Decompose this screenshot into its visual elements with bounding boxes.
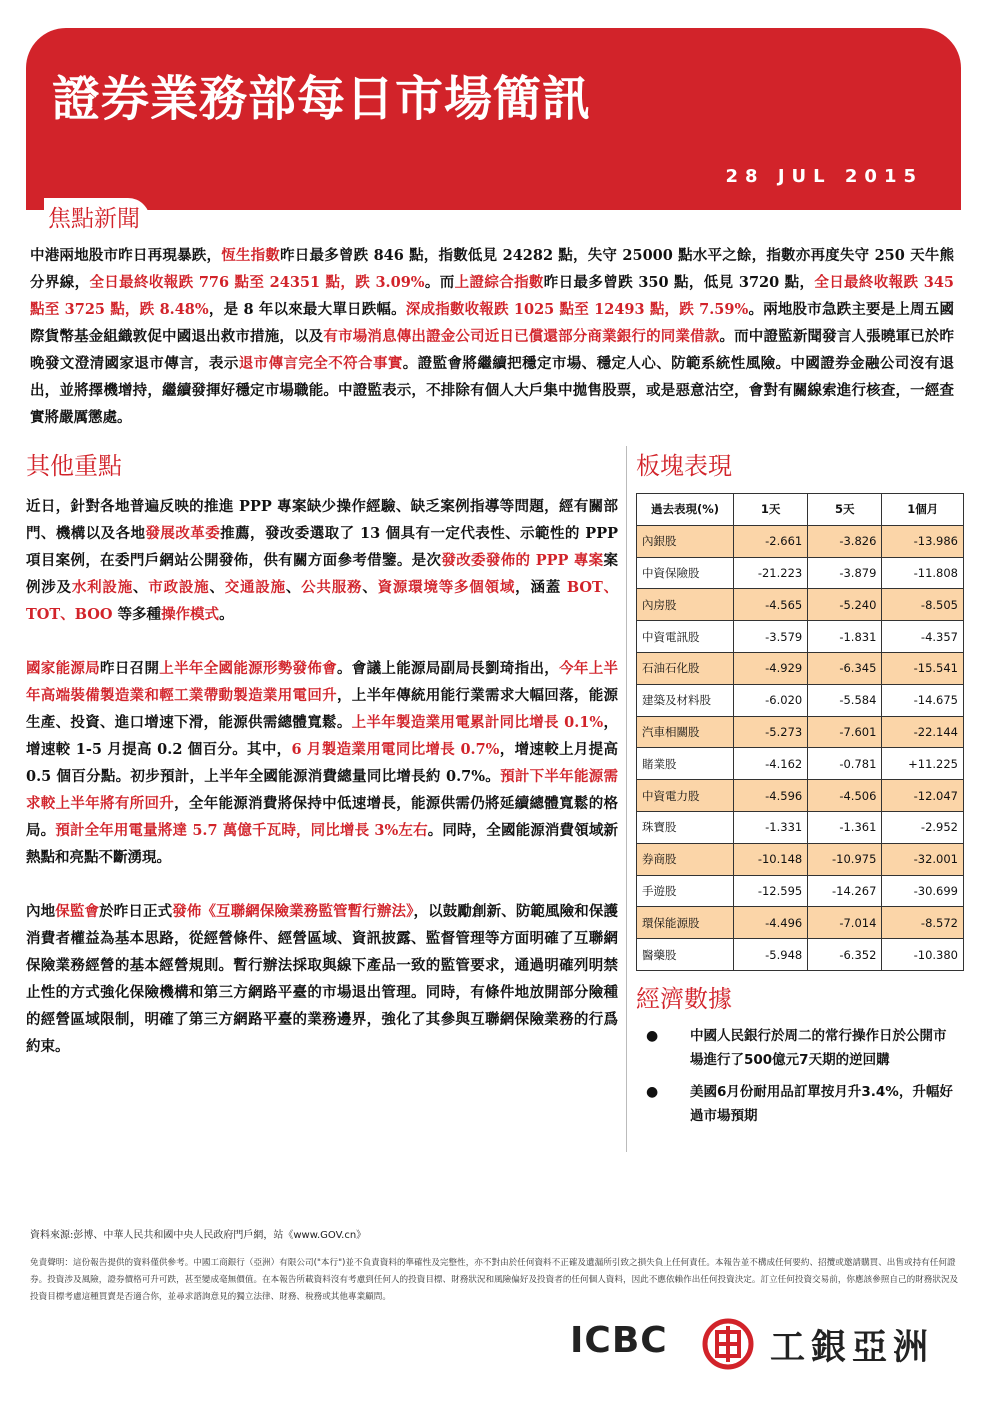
highlight-text: 上半年全國能源形勢發佈會 (159, 660, 337, 677)
bullet-icon: ● (646, 1083, 659, 1100)
bullet-icon: ● (646, 1027, 659, 1044)
highlight-text: 上半年製造業用電累計同比增長 0.1% (351, 714, 604, 731)
highlight-text: 資源環境等多個領域 (377, 579, 516, 596)
sector-name: 中資保險股 (637, 557, 734, 589)
economic-item-text: 美國6月份耐用品訂單按月升3.4%，升幅好過市場預期 (690, 1083, 953, 1124)
body-text: 、 (133, 579, 149, 596)
value-5d: -3.879 (808, 557, 882, 589)
focus-news-title: 焦點新聞 (44, 198, 150, 235)
sector-name: 內銀股 (637, 525, 734, 557)
body-text: 等多種 (112, 606, 162, 623)
logo-text-en: ICBC (570, 1320, 668, 1361)
value-1d: -3.579 (734, 621, 808, 653)
highlight-text: 保監會 (55, 903, 100, 920)
table-row (637, 557, 964, 589)
sector-name: 內房股 (637, 589, 734, 621)
list-item (636, 1024, 956, 1072)
value-1d: -21.223 (734, 557, 808, 589)
value-1d: -1.331 (734, 811, 808, 843)
highlight-text: 國家能源局 (26, 660, 101, 677)
page-title: 證券業務部每日市場簡訊 (52, 71, 592, 127)
body-text: 於昨日正式 (99, 903, 173, 920)
value-1d: -4.929 (734, 652, 808, 684)
value-5d: -0.781 (808, 748, 882, 780)
highlight-text: 公共服務 (301, 579, 363, 596)
body-text: 。證監會將繼續把穩定市場、穩定人心、防範系統性風險。中國證券金融公司沒有退出，並將擇機增持，繼續發揮好穩定市場職能。中證監表示，不排除有個人大戶集中拋售股票，或是惡意沽空，會對有關線索進行核查，一經查實將嚴厲懲處。 (30, 355, 955, 426)
focus-news-body (30, 242, 954, 431)
value-1m: +11.225 (882, 748, 964, 780)
body-text: 。 (219, 606, 234, 623)
icbc-logo (570, 1318, 962, 1370)
column-header: 1天 (734, 494, 808, 526)
body-text: ，增速較上月提高 0.5 個百分點。初步預計，上半年全國能源消費總量同比增長約 0.7%。 (26, 741, 618, 785)
value-5d: -5.584 (808, 684, 882, 716)
list-item (636, 1080, 956, 1128)
table-row (637, 525, 964, 557)
value-5d: -10.975 (808, 843, 882, 875)
highlight-text: 操作模式 (161, 606, 220, 623)
sector-name: 手遊股 (637, 875, 734, 907)
logo-text-cn: 工銀亞洲 (770, 1328, 935, 1368)
body-text: 。而 (424, 274, 455, 291)
value-1d: -4.162 (734, 748, 808, 780)
body-text: 案例涉及 (26, 552, 619, 596)
highlight-text: 預計全年用電量將達 5.7 萬億千瓦時，同比增長 3%左右 (55, 822, 428, 839)
value-5d: -6.352 (808, 939, 882, 971)
body-text: 中港兩地股市昨日再現暴跌， (30, 247, 222, 264)
highlight-text: 全日最終收報跌 345 點至 3725 點，跌 8.48% (30, 274, 955, 318)
sector-name: 珠寶股 (637, 811, 734, 843)
disclaimer: 免責聲明：這份報告提供的資料僅供參考。中國工商銀行（亞洲）有限公司("本行")並不負責資料的準確性及完整性，亦不對由於任何資料不正確及遺漏所引致之損失負上任何責任。本報告並不構成任何要約、招攬或邀請購買、出售或持有任何證券。投資涉及風險，證券價格可升可跌，甚至變成毫無價值。在本報告所載資料沒有考慮到任何人的投資目標、財務狀況和風險偏好及投資者的任何個人資料，因此不應依賴作出任何投資決定。訂立任何投資交易前，你應該參照自己的財務狀況及投資目標考慮這種買賣是否適合你，並尋求諮詢意見的獨立法律、財務、稅務或其他專業顧問。 (30, 1258, 959, 1302)
economic-data-title: 經濟數據 (636, 984, 732, 1013)
sector-name: 醫藥股 (637, 939, 734, 971)
body-text: ，全年能源消費將保持中低速增長，能源供需仍將延續總體寬鬆的格局。 (26, 795, 618, 839)
highlight-text: 交通設施 (224, 579, 286, 596)
value-1m: -10.380 (882, 939, 964, 971)
sector-name: 券商股 (637, 843, 734, 875)
value-1d: -6.020 (734, 684, 808, 716)
column-header: 5天 (808, 494, 882, 526)
highlight-paragraph-insurance (26, 898, 618, 1060)
data-source: 資料來源:彭博、中華人民共和國中央人民政府門戶網，站《www.GOV.cn》 (30, 1230, 367, 1241)
body-text: 、 (285, 579, 302, 596)
body-text: 昨日召開 (100, 660, 160, 677)
highlight-paragraph-energy (26, 655, 618, 871)
value-1d: -5.948 (734, 939, 808, 971)
other-highlights-section (26, 446, 627, 1152)
sector-table (636, 493, 964, 971)
highlight-text: 市政設施 (148, 579, 210, 596)
value-5d: -7.601 (808, 716, 882, 748)
column-header: 過去表現(%) (637, 494, 734, 526)
value-5d: -4.506 (808, 780, 882, 812)
value-1m: -8.505 (882, 589, 964, 621)
table-row (637, 907, 964, 939)
value-1m: -14.675 (882, 684, 964, 716)
sector-name: 賭業股 (637, 748, 734, 780)
body-text: ，是 8 年以來最大單日跌幅。 (208, 301, 406, 318)
table-row (637, 589, 964, 621)
highlight-text: 水利設施 (71, 579, 133, 596)
table-row (637, 875, 964, 907)
value-1m: -32.001 (882, 843, 964, 875)
sector-name: 汽車相關股 (637, 716, 734, 748)
value-1m: -4.357 (882, 621, 964, 653)
highlight-text: 今年上半年高端裝備製造業和輕工業帶動製造業用電回升 (26, 660, 619, 704)
highlight-text: 深成指數收報跌 1025 點至 12493 點，跌 7.59% (405, 301, 749, 318)
economic-item-text: 中國人民銀行於周二的常行操作日於公開市場進行了500億元7天期的逆回購 (690, 1027, 947, 1068)
body-text: 昨日最多曾跌 350 點，低見 3720 點， (543, 274, 815, 291)
value-5d: -1.831 (808, 621, 882, 653)
report-date: 28 JUL 2015 (725, 166, 923, 187)
value-1d: -4.496 (734, 907, 808, 939)
value-1m: -30.699 (882, 875, 964, 907)
sector-name: 環保能源股 (637, 907, 734, 939)
value-1d: -5.273 (734, 716, 808, 748)
value-1m: -8.572 (882, 907, 964, 939)
body-text: ，增速較 1-5 月提高 0.2 個百分。其中， (26, 714, 619, 758)
highlight-paragraph-ppp (26, 493, 618, 628)
body-text: 、 (209, 579, 225, 596)
icbc-seal-icon (702, 1318, 754, 1370)
value-5d: -1.361 (808, 811, 882, 843)
body-text: ，涵蓋 (515, 579, 567, 596)
sector-name: 中資電力股 (637, 780, 734, 812)
value-1m: -11.808 (882, 557, 964, 589)
highlight-text: BOT、TOT、BOO (26, 579, 619, 623)
column-header: 1個月 (882, 494, 964, 526)
table-row (637, 748, 964, 780)
table-row (637, 652, 964, 684)
highlight-text: 全日最終收報跌 776 點至 24351 點，跌 3.09% (89, 274, 425, 291)
body-text: 、 (362, 579, 378, 596)
value-1d: -4.596 (734, 780, 808, 812)
table-row (637, 684, 964, 716)
value-5d: -6.345 (808, 652, 882, 684)
sector-name: 石油石化股 (637, 652, 734, 684)
value-1d: -12.595 (734, 875, 808, 907)
value-5d: -7.014 (808, 907, 882, 939)
body-text: 內地 (26, 903, 56, 920)
value-1m: -22.144 (882, 716, 964, 748)
body-text: ，以鼓勵創新、防範風險和保護消費者權益為基本思路，從經營條件、經營區域、資訊披露、監督管理等方面明確了互聯網保險業務經營的基本經營規則。暫行辦法採取與線下產品一致的監管要求，通過明確列明禁止性的方式強化保險機構和第三方網路平臺的市場退出管理。同時，有條件地放開部分險種的經營區域限制，明確了第三方網路平臺的業務邊界，強化了其參與互聯網保險業務的行爲約束。 (26, 903, 619, 1055)
body-text: 。兩地股市急跌主要是上周五國際貨幣基金組織敦促中國退出救市措施，以及 (30, 301, 955, 345)
table-row (637, 811, 964, 843)
highlight-text: 退市傳言完全不符合事實 (238, 355, 403, 372)
body-text: 昨日最多曾跌 846 點，指數低見 24282 點，失守 25000 點水平之餘，指數亦再度失守 250 天牛熊分界線， (30, 247, 955, 291)
value-5d: -14.267 (808, 875, 882, 907)
table-row (637, 716, 964, 748)
value-1m: -12.047 (882, 780, 964, 812)
highlight-text: 恆生指數 (221, 247, 281, 264)
other-highlights-title: 其他重點 (26, 452, 122, 480)
table-header-row (637, 494, 964, 526)
value-1m: -13.986 (882, 525, 964, 557)
body-text: 。而中證監新聞發言人張曉軍已於昨晚發文澄清國家退市傳言，表示 (30, 328, 955, 372)
sector-section (636, 446, 966, 1136)
body-text: 。會議上能源局副局長劉琦指出， (336, 660, 560, 677)
table-row (637, 939, 964, 971)
value-1d: -2.661 (734, 525, 808, 557)
sector-name: 建築及材料股 (637, 684, 734, 716)
value-1m: -2.952 (882, 811, 964, 843)
value-1d: -10.148 (734, 843, 808, 875)
value-1m: -15.541 (882, 652, 964, 684)
highlight-text: 發改委發佈的 PPP 專案 (441, 552, 604, 569)
sector-name: 中資電訊股 (637, 621, 734, 653)
table-row (637, 843, 964, 875)
value-5d: -5.240 (808, 589, 882, 621)
table-row (637, 780, 964, 812)
body-text: 推薦，發改委選取了 13 個具有一定代表性、示範性的 PPP 項目案例，在委門戶網站公開發佈，供有關方面參考借鑒。是次 (26, 525, 619, 569)
highlight-text: 上證綜合指數 (454, 274, 544, 291)
body-text: 近日，針對各地普遍反映的推進 PPP 專案缺少操作經驗、缺乏案例指導等問題，經有關部門、機構以及各地 (26, 498, 618, 542)
header-banner (26, 28, 961, 210)
value-5d: -3.826 (808, 525, 882, 557)
highlight-text: 發佈《互聯網保險業務監管暫行辦法》 (172, 903, 414, 920)
sector-title: 板塊表現 (636, 452, 732, 480)
value-1d: -4.565 (734, 589, 808, 621)
table-row (637, 621, 964, 653)
highlight-text: 預計下半年能源需求較上半年將有所回升 (26, 768, 619, 812)
highlight-text: 有市場消息傳出證金公司近日已償還部分商業銀行的同業借款 (323, 328, 720, 345)
body-text: 。同時，全國能源消費領域新熱點和亮點不斷湧現。 (26, 822, 618, 866)
highlight-text: 6 月製造業用電同比增長 0.7% (291, 741, 500, 758)
highlight-text: 發展改革委 (145, 525, 221, 542)
economic-data-list (636, 1024, 966, 1128)
sector-table-body (637, 525, 964, 970)
body-text: ，上半年傳統用能行業需求大幅回落，能源生產、投資、進口增速下滑，能源供需總體寬鬆。 (26, 687, 619, 731)
